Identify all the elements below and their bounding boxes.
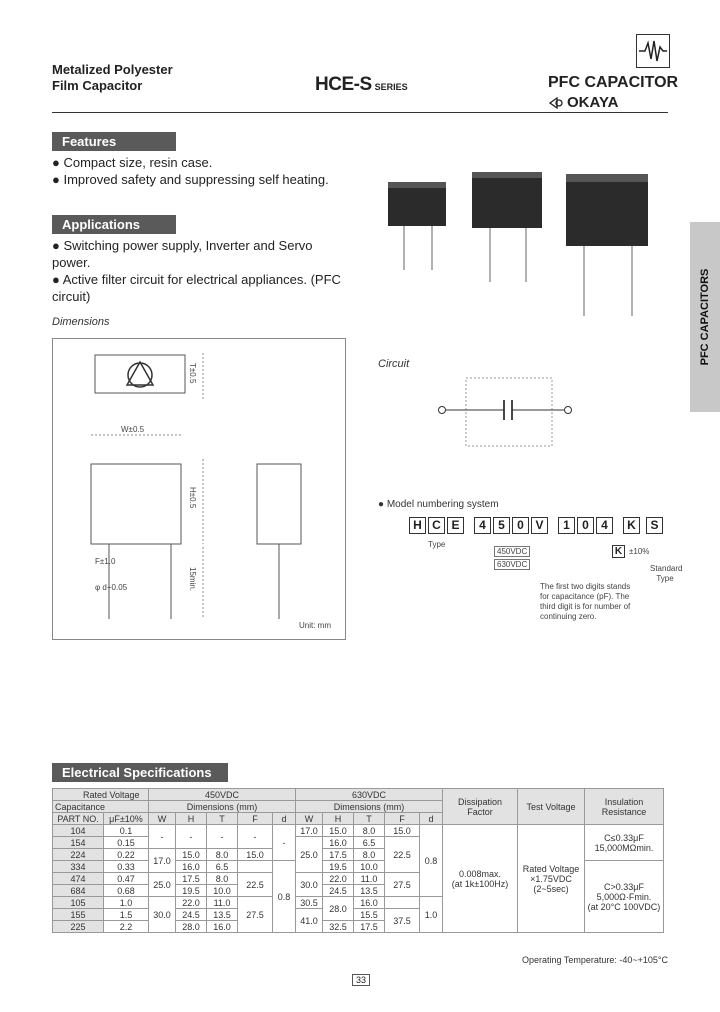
table-row: 225 2.2 28.0 16.0 32.5 17.5 [53, 921, 664, 933]
col-d: d [273, 813, 296, 825]
dimensions-title: Dimensions [52, 316, 110, 328]
list-item: ● Compact size, resin case. [52, 155, 213, 170]
product-line2: Film Capacitor [52, 78, 143, 93]
col-w: W [149, 813, 176, 825]
table-row: 224 0.22 17.0 15.0 8.0 15.0 17.5 8.0 [53, 849, 664, 861]
col-f: F [238, 813, 273, 825]
table-row: 154 0.15 25.0 16.0 6.5 22.5 [53, 837, 664, 849]
model-char: V [531, 517, 548, 534]
col-h: H [323, 813, 354, 825]
v450-header: 450VDC [149, 789, 296, 801]
model-char: 4 [474, 517, 491, 534]
col-t: T [354, 813, 385, 825]
circuit-title: Circuit [378, 358, 410, 370]
uf-header: μF±10% [104, 813, 149, 825]
features-heading: Features [52, 132, 176, 151]
v630-header: 630VDC [296, 789, 443, 801]
electrical-specs-table [52, 788, 664, 933]
product-photo [380, 160, 660, 320]
part-no-header: PART NO. [53, 813, 104, 825]
model-char: 5 [493, 517, 510, 534]
f-dimension-label: F±1.0 [95, 557, 116, 566]
voltage-option: 450VDC [494, 546, 530, 557]
model-char: 0 [577, 517, 594, 534]
operating-temperature: Operating Temperature: -40~+105°C [521, 955, 668, 965]
voltage-option: 630VDC [494, 559, 530, 570]
col-t: T [207, 813, 238, 825]
electrical-specs-heading: Electrical Specifications [52, 763, 228, 782]
model-char: 1 [558, 517, 575, 534]
test-voltage-header: Test Voltage [518, 789, 585, 825]
model-char: S [646, 517, 663, 534]
list-item: ● Switching power supply, Inverter and Servo power. [52, 238, 313, 270]
d-dimension-label: φ d+0.05 [95, 583, 128, 592]
dimensions-drawing [52, 338, 346, 640]
list-item: ● Improved safety and suppressing self heating. [52, 172, 329, 187]
type-label: Type [428, 540, 446, 549]
series-suffix: SERIES [374, 82, 408, 92]
model-char: H [409, 517, 426, 534]
model-char: E [447, 517, 464, 534]
applications-list [52, 237, 352, 305]
product-name [52, 62, 173, 94]
col-w: W [296, 813, 323, 825]
unit-label: Unit: mm [299, 621, 331, 630]
rated-voltage-header: Rated Voltage [53, 789, 149, 801]
standard-type-label: Standard Type [650, 564, 683, 583]
product-line1: Metalized Polyester [52, 62, 173, 77]
brand-name: OKAYA [567, 94, 619, 111]
table-row: 155 1.5 24.5 13.5 41.0 15.5 37.5 [53, 909, 664, 921]
table-row: 105 1.0 30.0 22.0 11.0 27.5 30.5 28.0 16.0 1.0 [53, 897, 664, 909]
col-d: d [420, 813, 443, 825]
tolerance-value: ±10% [629, 547, 650, 556]
dims-630-header: Dimensions (mm) [296, 801, 443, 813]
table-row: 474 0.47 25.0 17.5 8.0 22.5 30.0 22.0 11.0 27.5 [53, 873, 664, 885]
model-char: 4 [596, 517, 613, 534]
col-h: H [176, 813, 207, 825]
w-dimension-label: W±0.5 [121, 425, 145, 434]
capacitor-small [388, 182, 446, 270]
capacitance-note: The first two digits stands for capacitance (pF). The third digit is for number of continuing zero. [540, 582, 631, 621]
applications-heading: Applications [52, 215, 176, 234]
model-numbering-title: ● Model numbering system [378, 499, 499, 510]
features-list [52, 154, 342, 188]
table-row: 684 0.68 19.5 10.0 24.5 13.5 [53, 885, 664, 897]
model-char: K [623, 517, 640, 534]
header-divider [52, 112, 668, 113]
waveform-logo-icon [636, 34, 670, 68]
circuit-diagram [430, 372, 580, 452]
side-tab-label: PFC CAPACITORS [699, 268, 711, 366]
table-row: 104 0.1 - - - - - 17.0 15.0 8.0 15.0 0.8 0.008max. (at 1k±100Hz) Rated Voltage ×1.75VDC (2~5sec) C≤0.33μF 15,000MΩmin. [53, 825, 664, 837]
category-title: PFC CAPACITOR [548, 74, 679, 91]
series-name: HCE-S [315, 74, 372, 95]
brand-logo [549, 94, 618, 111]
dims-450-header: Dimensions (mm) [149, 801, 296, 813]
model-code [409, 517, 665, 534]
tolerance-letter: K [612, 545, 625, 558]
capacitor-large [566, 174, 648, 316]
t-dimension-label: T±0.5 [188, 363, 197, 384]
model-char: 0 [512, 517, 529, 534]
series-title [315, 74, 408, 96]
capacitance-header: Capacitance [53, 801, 149, 813]
insulation-header: Insulation Resistance [585, 789, 664, 825]
lead-length-label: 15min. [188, 567, 197, 592]
model-char: C [428, 517, 445, 534]
dissipation-header: Dissipation Factor [443, 789, 518, 825]
okaya-logo-icon [549, 97, 563, 109]
table-row: 334 0.33 16.0 6.5 0.8 19.5 10.0 C>0.33μF 5,000Ω·Fmin. (at 20°C 100VDC) [53, 861, 664, 873]
side-tab [690, 222, 720, 412]
page-number: 33 [352, 974, 370, 986]
h-dimension-label: H±0.5 [188, 487, 197, 509]
col-f: F [385, 813, 420, 825]
tolerance-code [612, 545, 649, 558]
list-item: ● Active filter circuit for electrical appliances. (PFC circuit) [52, 272, 341, 304]
capacitor-medium [472, 172, 542, 282]
